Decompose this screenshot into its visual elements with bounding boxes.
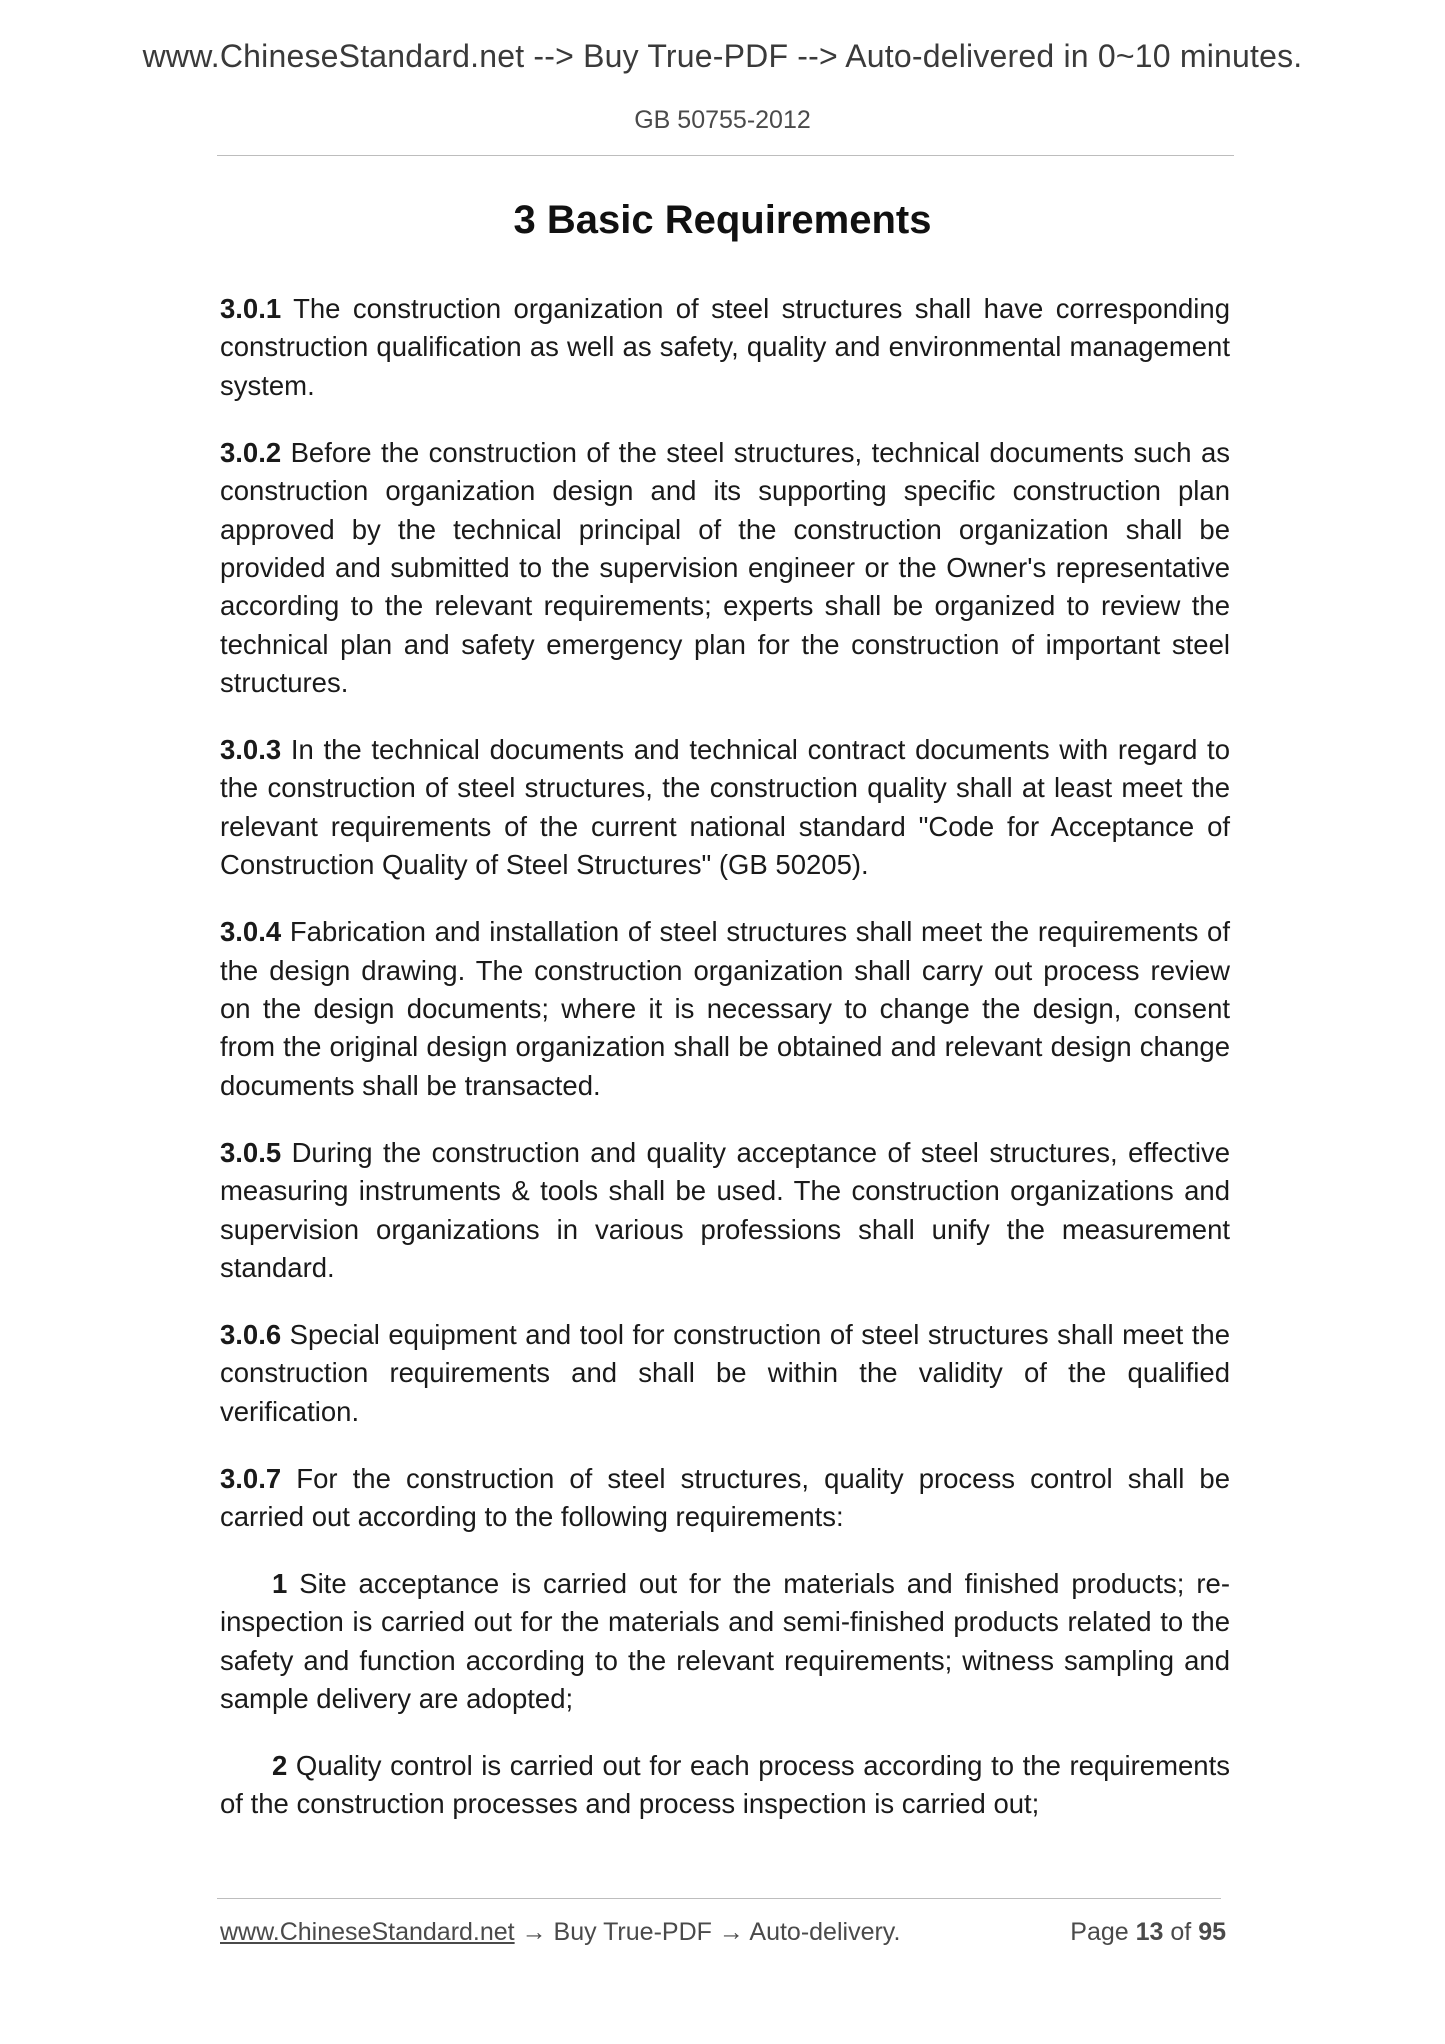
item-text: Quality control is carried out for each process according to the requirements of the construction processes and process inspection is carried out; bbox=[220, 1750, 1230, 1820]
clause-text: In the technical documents and technical contract documents with regard to the construction of steel structures, the construction quality shall at least meet the relevant requirements of the current national standard "Code for Acceptance of Construction Quality of Steel Structures" (GB 50205). bbox=[220, 734, 1230, 881]
clause-text: The construction organization of steel structures shall have corresponding construction qualification as well as safety, quality and environmental management system. bbox=[220, 293, 1230, 401]
header-divider bbox=[217, 155, 1234, 156]
clause-number: 3.0.6 bbox=[220, 1318, 282, 1350]
clause-text: Before the construction of the steel structures, technical documents such as construction organization design and its supporting specific construction plan approved by the technical principal of the construction organization shall be provided and submitted to the supervision engineer or the Owner's representative according to the relevant requirements; experts shall be organized to review the technical plan and safety emergency plan for the construction of important steel structures. bbox=[220, 436, 1230, 699]
clause-3-0-5 bbox=[220, 1134, 1230, 1288]
list-item-1 bbox=[220, 1565, 1230, 1719]
footer-tagline: → Buy True-PDF → Auto-delivery. bbox=[514, 1918, 901, 1946]
clause-number: 3.0.1 bbox=[220, 293, 282, 324]
clause-number: 3.0.4 bbox=[220, 916, 282, 948]
footer-promo bbox=[220, 1918, 900, 1947]
clause-3-0-6 bbox=[220, 1316, 1230, 1431]
standard-code: GB 50755-2012 bbox=[634, 106, 811, 134]
clause-3-0-2 bbox=[220, 434, 1230, 703]
clause-3-0-7 bbox=[220, 1460, 1230, 1537]
list-item-2 bbox=[220, 1747, 1230, 1824]
clause-number: 3.0.3 bbox=[220, 734, 282, 766]
clause-text: For the construction of steel structures, quality process control shall be carried out according to the following requirements: bbox=[220, 1462, 1230, 1532]
clause-3-0-3 bbox=[220, 731, 1230, 885]
page-label: Page bbox=[1070, 1918, 1136, 1946]
footer-site-link[interactable]: www.ChineseStandard.net bbox=[220, 1918, 515, 1946]
item-number: 2 bbox=[272, 1750, 288, 1781]
chapter-title: 3 Basic Requirements bbox=[513, 198, 932, 242]
item-number: 1 bbox=[272, 1567, 288, 1599]
footer-divider bbox=[217, 1898, 1221, 1899]
of-label: of bbox=[1163, 1918, 1199, 1946]
clause-number: 3.0.2 bbox=[220, 436, 282, 468]
clause-text: During the construction and quality acceptance of steel structures, effective measuring instruments & tools shall be used. The construction organizations and supervision organizations in various professions shall unify the measurement standard. bbox=[220, 1136, 1230, 1283]
top-banner: www.ChineseStandard.net --> Buy True-PDF --> Auto-delivered in 0~10 minutes. bbox=[142, 38, 1303, 74]
page-body bbox=[220, 290, 1230, 1852]
clause-3-0-4 bbox=[220, 913, 1230, 1105]
clause-3-0-1 bbox=[220, 290, 1230, 405]
item-text: Site acceptance is carried out for the materials and finished products; re-inspection is carried out for the materials and semi-finished products related to the safety and function according to the relevant requirements; witness sampling and sample delivery are adopted; bbox=[220, 1567, 1230, 1715]
clause-text: Special equipment and tool for construction of steel structures shall meet the construction requirements and shall be within the validity of the qualified verification. bbox=[220, 1318, 1230, 1427]
page-indicator bbox=[1070, 1918, 1226, 1947]
page-number: 13 bbox=[1135, 1918, 1164, 1946]
clause-number: 3.0.5 bbox=[220, 1136, 282, 1168]
clause-text: Fabrication and installation of steel structures shall meet the requirements of the design drawing. The construction organization shall carry out process review on the design documents; where it is necessary to change the design, consent from the original design organization shall be obtained and relevant design change documents shall be transacted. bbox=[220, 916, 1230, 1101]
clause-number: 3.0.7 bbox=[220, 1462, 282, 1494]
total-pages: 95 bbox=[1198, 1918, 1226, 1946]
